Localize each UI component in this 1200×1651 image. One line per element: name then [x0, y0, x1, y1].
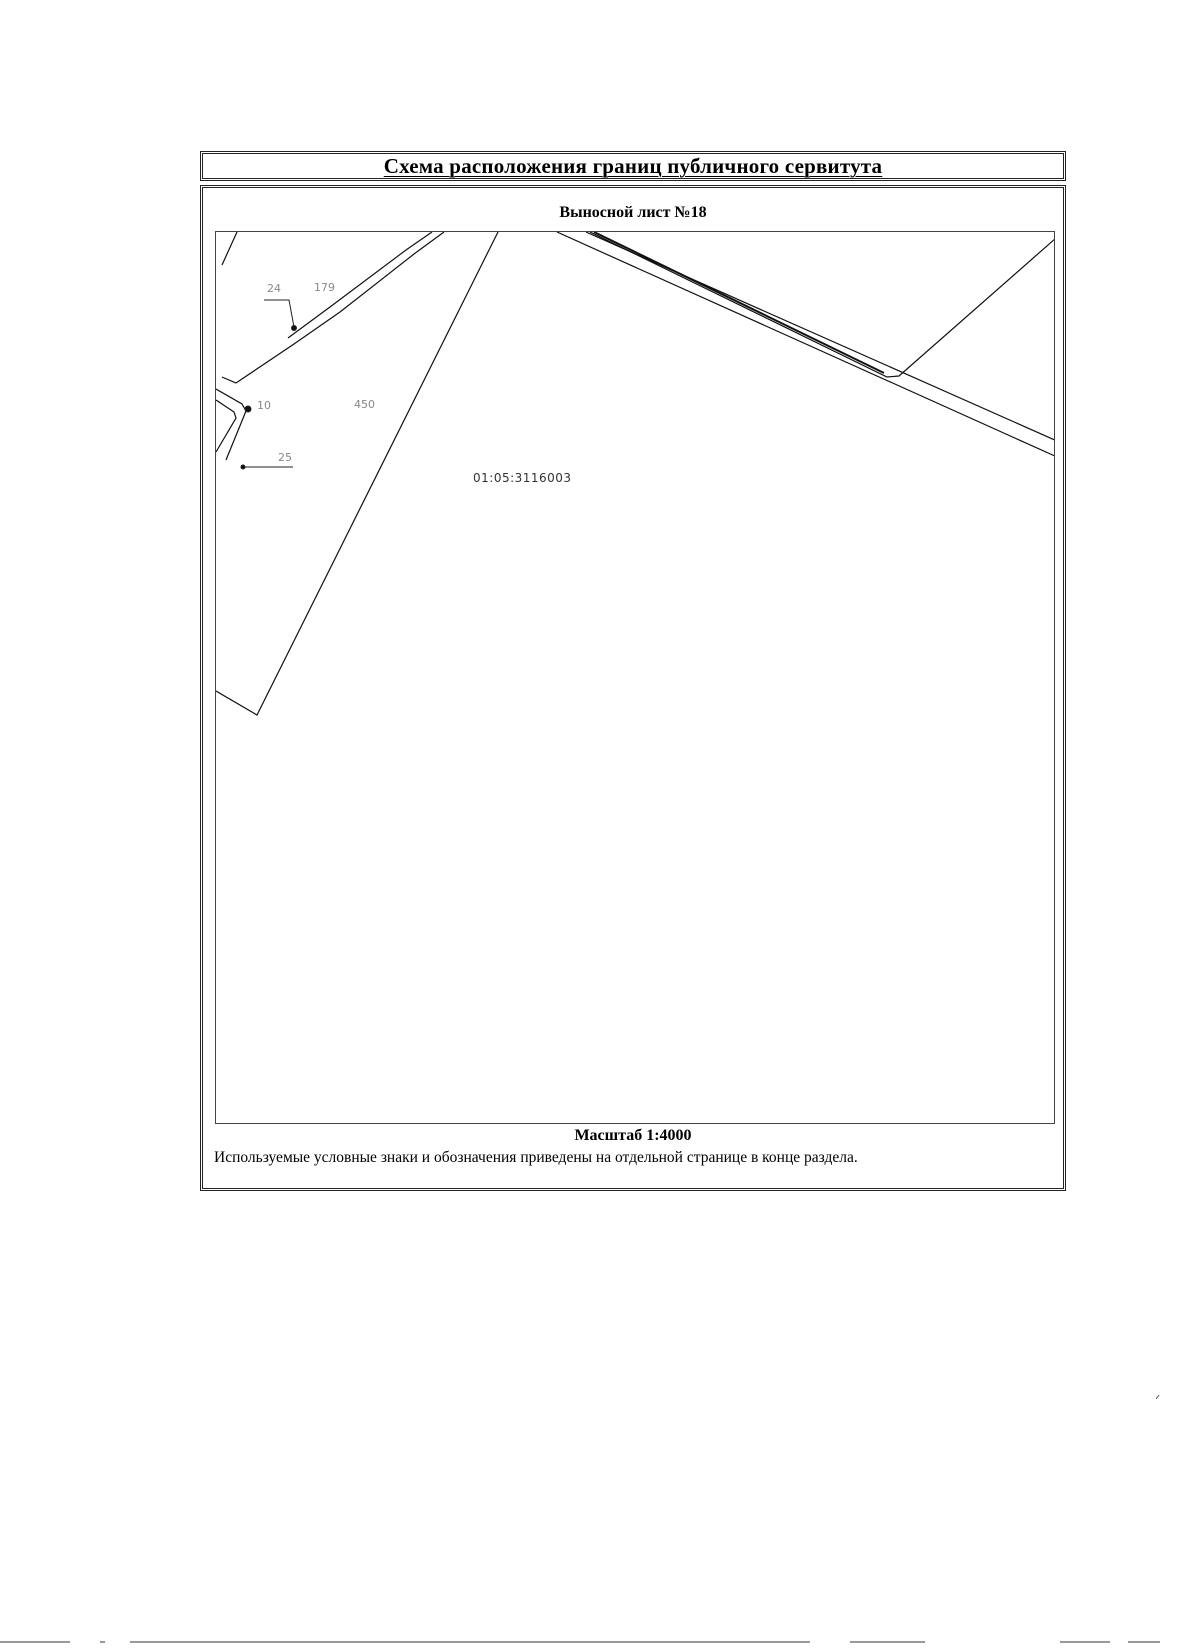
point-label-450: 450 [354, 398, 375, 411]
point-marker-25 [241, 465, 245, 469]
road-boundary-upper-left-edge [222, 232, 237, 265]
map-area [215, 231, 1055, 1124]
bottom-scan-rule [0, 1641, 1200, 1643]
point-label-25: 25 [278, 451, 292, 464]
road-boundary-right-3 [590, 232, 1055, 377]
road-boundary-right-1 [557, 232, 1055, 457]
road-boundary-right-4 [594, 232, 884, 373]
parcel-boundaries [216, 232, 1055, 715]
scan-artifact-mark [1156, 1386, 1160, 1390]
document-title: Схема расположения границ публичного сервитута [383, 153, 883, 178]
leader-line-24 [264, 300, 294, 327]
parcel-boundary-left-zigzag [216, 389, 246, 460]
parcel-boundary-long-strip [216, 232, 498, 715]
point-label-24: 24 [267, 282, 281, 295]
legend-note: Используемые условные знаки и обозначения приведены на отдельной странице в конце раздела. [214, 1149, 858, 1166]
point-label-10: 10 [257, 399, 271, 412]
road-boundary-upper-left-outer [222, 232, 444, 383]
point-markers [241, 300, 297, 469]
sheet-title: Выносной лист №18 [559, 204, 707, 221]
point-label-179: 179 [314, 281, 335, 294]
point-marker-10 [245, 406, 251, 412]
map-scale: Масштаб 1:4000 [574, 1127, 692, 1144]
map-sheet-frame [200, 185, 1066, 1191]
document-title-frame [200, 151, 1066, 181]
road-boundary-upper-left-inner [288, 232, 432, 338]
point-marker-24 [292, 326, 297, 331]
cadastral-quarter-number: 01:05:3116003 [473, 471, 572, 485]
map-drawing [216, 232, 1055, 1124]
